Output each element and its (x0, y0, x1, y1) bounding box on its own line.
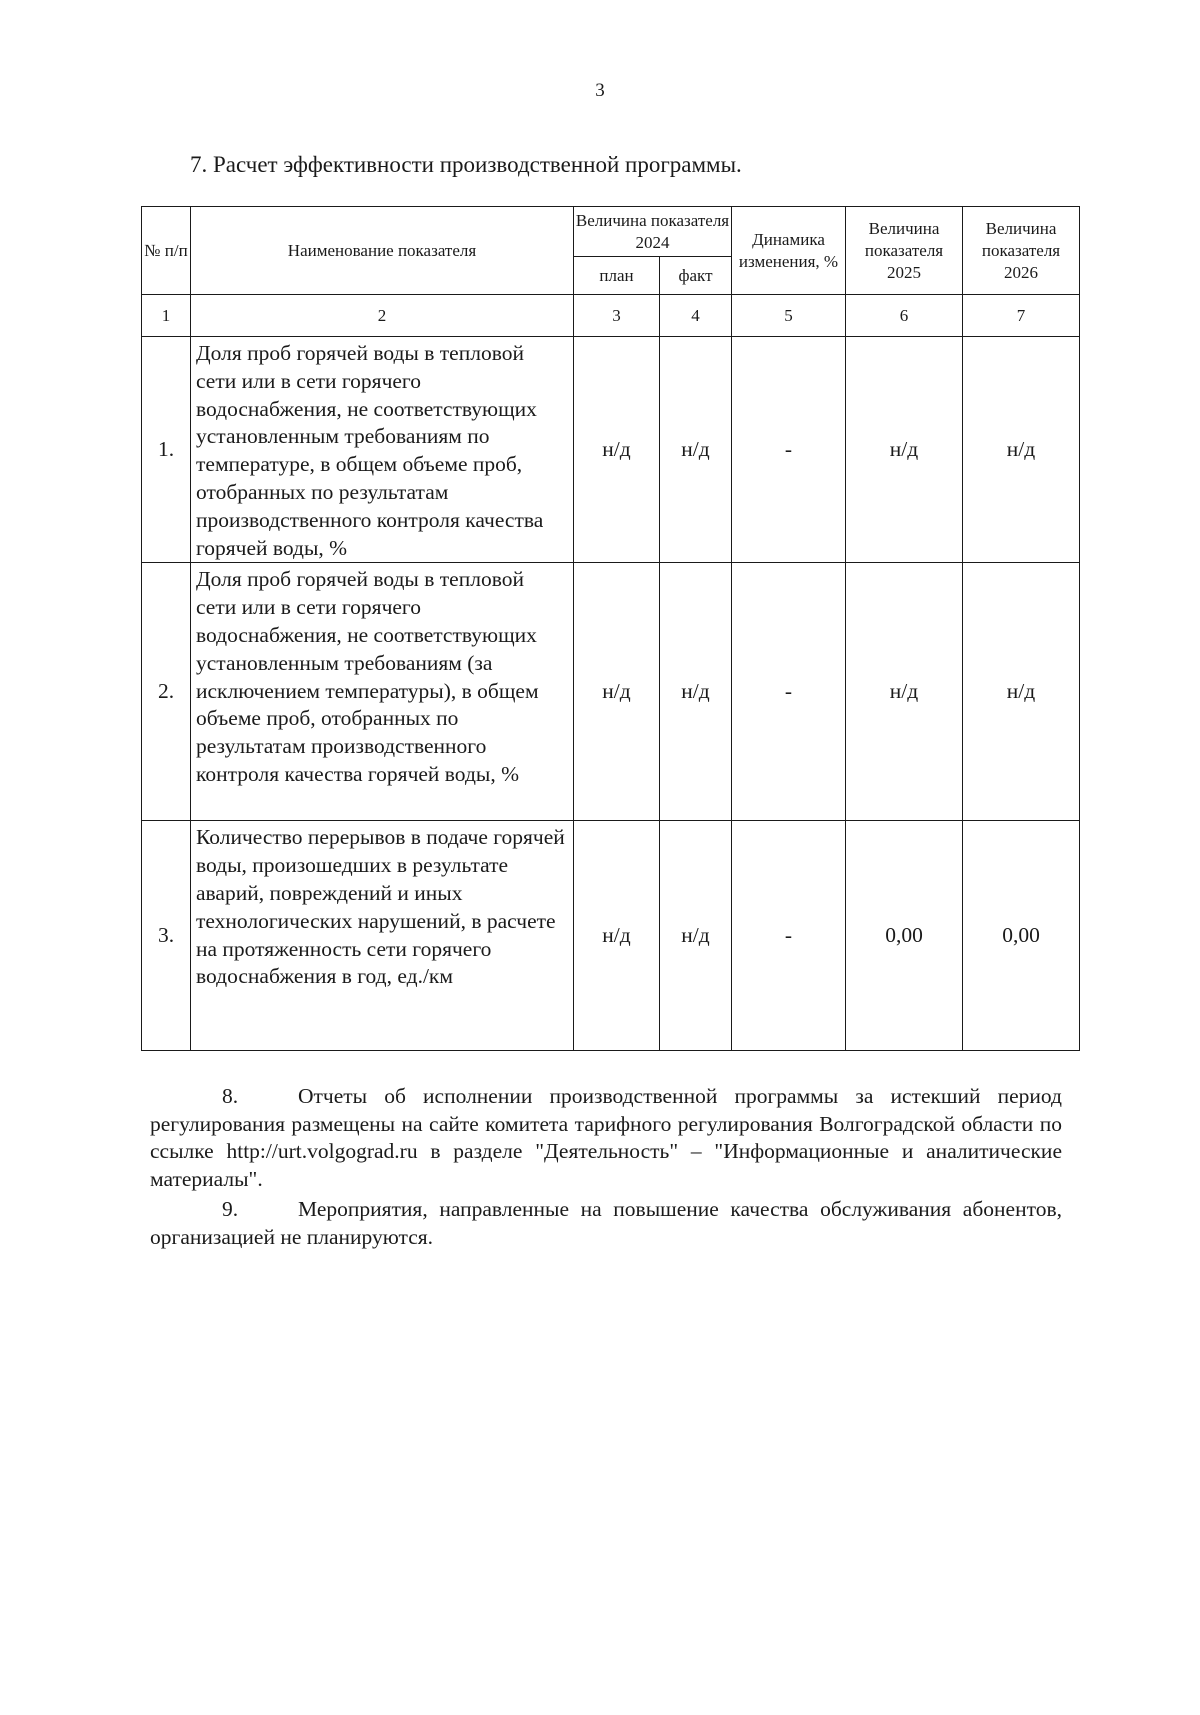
row-number: 2. (142, 563, 191, 821)
paragraph-number: 8. (222, 1084, 239, 1108)
column-number: 2 (191, 295, 574, 337)
header-plan: план (574, 257, 660, 295)
column-number: 1 (142, 295, 191, 337)
column-number: 6 (846, 295, 963, 337)
table-row (142, 821, 1080, 1051)
header-fact: факт (660, 257, 732, 295)
indicator-name: Доля проб горячей воды в тепловой сети или в сети горячего водоснабжения, не соответствующих установленным требованиям по температуре, в общем объеме проб, отобранных по результатам производственного контроля качества горячей воды, % (191, 337, 574, 563)
paragraph-measures (150, 1196, 1062, 1251)
value-2026: 0,00 (963, 821, 1080, 1051)
value-2026: н/д (963, 337, 1080, 563)
indicator-name: Количество перерывов в подаче горячей воды, произошедших в результате аварий, повреждений и иных технологических нарушений, в расчете на протяженность сети горячего водоснабжения в год, ед./км (191, 821, 574, 1051)
value-2025: 0,00 (846, 821, 963, 1051)
page-number: 3 (595, 80, 605, 101)
plan-value: н/д (574, 563, 660, 821)
paragraph-number: 9. (222, 1197, 239, 1221)
fact-value: н/д (660, 821, 732, 1051)
column-number: 7 (963, 295, 1080, 337)
plan-value: н/д (574, 821, 660, 1051)
column-numbers-row (142, 295, 1080, 337)
dynamics-value: - (732, 821, 846, 1051)
table-row (142, 337, 1080, 563)
header-dynamics: Динамика изменения, % (732, 207, 846, 295)
header-value-2026: Величина показателя 2026 (963, 207, 1080, 295)
dynamics-value: - (732, 563, 846, 821)
fact-value: н/д (660, 563, 732, 821)
header-value-2025: Величина показателя 2025 (846, 207, 963, 295)
fact-value: н/д (660, 337, 732, 563)
column-number: 4 (660, 295, 732, 337)
header-num: № п/п (142, 207, 191, 295)
plan-value: н/д (574, 337, 660, 563)
table-row (142, 563, 1080, 821)
value-2025: н/д (846, 563, 963, 821)
row-number: 1. (142, 337, 191, 563)
header-value-2024: Величина показателя 2024 (574, 207, 732, 257)
header-name: Наименование показателя (191, 207, 574, 295)
paragraph-text: Отчеты об исполнении производственной программы за истекший период регулирования размещены на сайте комитета тарифного регулирования Волгоградской области по ссылке http://urt.volgograd.ru в разделе "Деятельность" – "Информационные и аналитические материалы". (150, 1084, 1062, 1191)
row-number: 3. (142, 821, 191, 1051)
paragraph-reports (150, 1083, 1062, 1193)
value-2026: н/д (963, 563, 1080, 821)
paragraph-text: Мероприятия, направленные на повышение качества обслуживания абонентов, организацией не планируются. (150, 1197, 1062, 1249)
efficiency-table (141, 206, 1080, 1051)
dynamics-value: - (732, 337, 846, 563)
section-title: 7. Расчет эффективности производственной программы. (190, 152, 742, 177)
column-number: 5 (732, 295, 846, 337)
indicator-name: Доля проб горячей воды в тепловой сети или в сети горячего водоснабжения, не соответствующих установленным требованиям (за исключением температуры), в общем объеме проб, отобранных по результатам производственного контроля качества горячей воды, % (191, 563, 574, 821)
value-2025: н/д (846, 337, 963, 563)
column-number: 3 (574, 295, 660, 337)
